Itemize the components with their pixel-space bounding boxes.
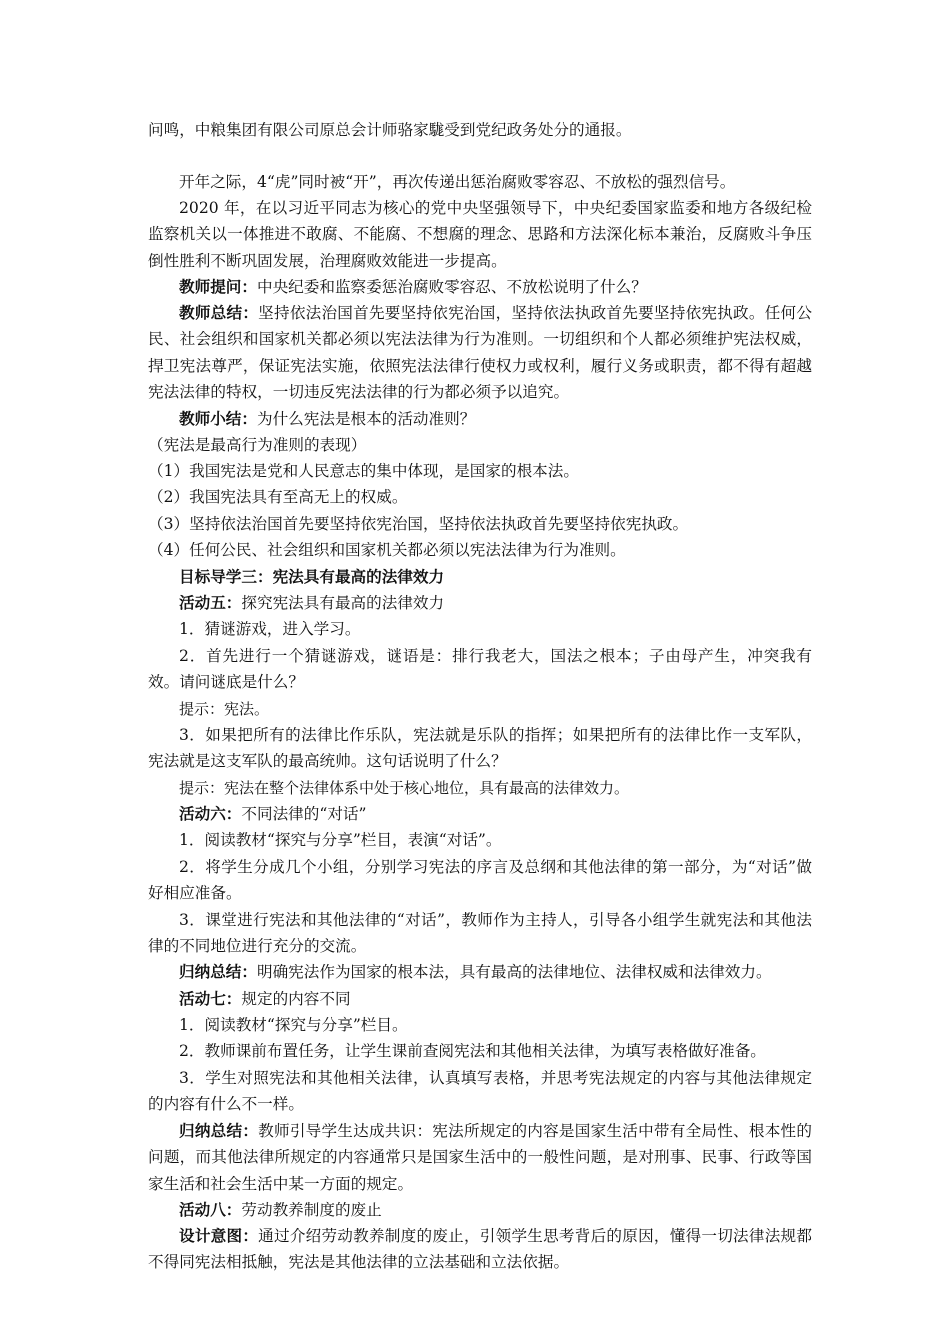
list-item-1: （1）我国宪法是党和人民意志的集中体现，是国家的根本法。: [148, 462, 579, 480]
paragraph-a6-step-2: 2．将学生分成几个小组，分别学习宪法的序言及总纲和其他法律的第一部分，为“对话”做好相应准备。: [148, 858, 812, 903]
teacher-summary-label: 教师总结：: [179, 303, 259, 322]
paragraph-step-2-riddle: 2．首先进行一个猜谜游戏，谜语是：排行我老大，国法之根本；子由母产生，冲突我有效。请问谜底是什么？: [148, 647, 812, 692]
paragraph-list-heading: （宪法是最高行为准则的表现）: [148, 436, 367, 454]
paragraph-a6-step-3: 3．课堂进行宪法和其他法律的“对话”，教师作为主持人，引导各小组学生就宪法和其他法律的不同地位进行充分的交流。: [148, 911, 812, 956]
teacher-question-label: 教师提问：: [179, 277, 257, 296]
paragraph-activity-5: 活动五：探究宪法具有最高的法律效力: [179, 593, 445, 612]
conclusion-1-label: 归纳总结：: [179, 962, 257, 981]
paragraph-design-intent: 设计意图：通过介绍劳动教养制度的废止，引领学生思考背后的原因，懂得一切法律法规都不得同宪法相抵触，宪法是其他法律的立法基础和立法依据。: [148, 1226, 812, 1272]
conclusion-2-label: 归纳总结：: [179, 1121, 259, 1140]
list-item-2: （2）我国宪法具有至高无上的权威。: [148, 488, 408, 506]
paragraph-activity-8: 活动八：劳动教养制度的废止: [179, 1200, 382, 1219]
paragraph-report-continuation: 问鸣，中粮集团有限公司原总会计师骆家駹受到党纪政务处分的通报。: [148, 121, 632, 139]
list-item-4: （4）任何公民、社会组织和国家机关都必须以宪法法律为行为准则。: [148, 541, 626, 559]
paragraph-new-year: 开年之际，4“虎”同时被“开”，再次传递出惩治腐败零容忍、不放松的强烈信号。: [179, 173, 736, 191]
teacher-brief-label: 教师小结：: [179, 409, 257, 428]
paragraph-hint-1: 提示：宪法。: [179, 700, 270, 718]
paragraph-teacher-question: 教师提问：中央纪委和监察委惩治腐败零容忍、不放松说明了什么？: [179, 277, 647, 296]
paragraph-conclusion-2: 归纳总结：教师引导学生达成共识：宪法所规定的内容是国家生活中带有全局性、根本性的问题，而其他法律所规定的内容通常只是国家生活中的一般性问题，是对刑事、民事、行政等国家生活和社会生活中某一方面的规定。: [148, 1121, 812, 1193]
paragraph-step-3-band: 3．如果把所有的法律比作乐队，宪法就是乐队的指挥；如果把所有的法律比作一支军队，宪法就是这支军队的最高统帅。这句话说明了什么？: [148, 726, 812, 771]
paragraph-a7-step-2: 2．教师课前布置任务，让学生课前查阅宪法和其他相关法律，为填写表格做好准备。: [179, 1042, 766, 1060]
paragraph-conclusion-1: 归纳总结：明确宪法作为国家的根本法，具有最高的法律地位、法律权威和法律效力。: [179, 962, 772, 981]
paragraph-teacher-summary: 教师总结：坚持依法治国首先要坚持依宪治国，坚持依法执政首先要坚持依宪执政。任何公民、社会组织和国家机关都必须以宪法法律为行为准则。一切组织和个人都必须维护宪法权威，捍卫宪法尊严，保证宪法实施，依照宪法法律行使权力或权利，履行义务或职责，都不得有超越宪法法律的特权，一切违反宪法法律的行为都必须予以追究。: [148, 303, 812, 402]
activity-7-label: 活动七：: [179, 989, 242, 1008]
paragraph-activity-7: 活动七：规定的内容不同: [179, 989, 351, 1008]
paragraph-a6-step-1: 1．阅读教材“探究与分享”栏目，表演“对话”。: [179, 831, 502, 849]
paragraph-a7-step-1: 1．阅读教材“探究与分享”栏目。: [179, 1016, 408, 1034]
list-item-3: （3）坚持依法治国首先要坚持依宪治国，坚持依法执政首先要坚持依宪执政。: [148, 515, 689, 533]
paragraph-a7-step-3: 3．学生对照宪法和其他相关法律，认真填写表格，并思考宪法规定的内容与其他法律规定的内容有什么不一样。: [148, 1069, 812, 1114]
paragraph-hint-2: 提示：宪法在整个法律体系中处于核心地位，具有最高的法律效力。: [179, 779, 630, 797]
activity-5-label: 活动五：: [179, 593, 242, 612]
activity-8-label: 活动八：: [179, 1200, 242, 1219]
paragraph-2020: 2020 年，在以习近平同志为核心的党中央坚强领导下，中央纪委国家监委和地方各级纪检监察机关以一体推进不敢腐、不能腐、不想腐的理念、思路和方法深化标本兼治，反腐败斗争压倒性胜利不断巩固发展，治理腐败效能进一步提高。: [148, 199, 812, 270]
paragraph-activity-6: 活动六：不同法律的“对话”: [179, 804, 367, 823]
paragraph-step-1: 1．猜谜游戏，进入学习。: [179, 620, 361, 638]
paragraph-teacher-brief: 教师小结：为什么宪法是根本的活动准则？: [179, 409, 476, 428]
section-heading-goal-3: 目标导学三：宪法具有最高的法律效力: [179, 567, 445, 586]
activity-6-label: 活动六：: [179, 804, 242, 823]
design-intent-label: 设计意图：: [179, 1226, 259, 1245]
